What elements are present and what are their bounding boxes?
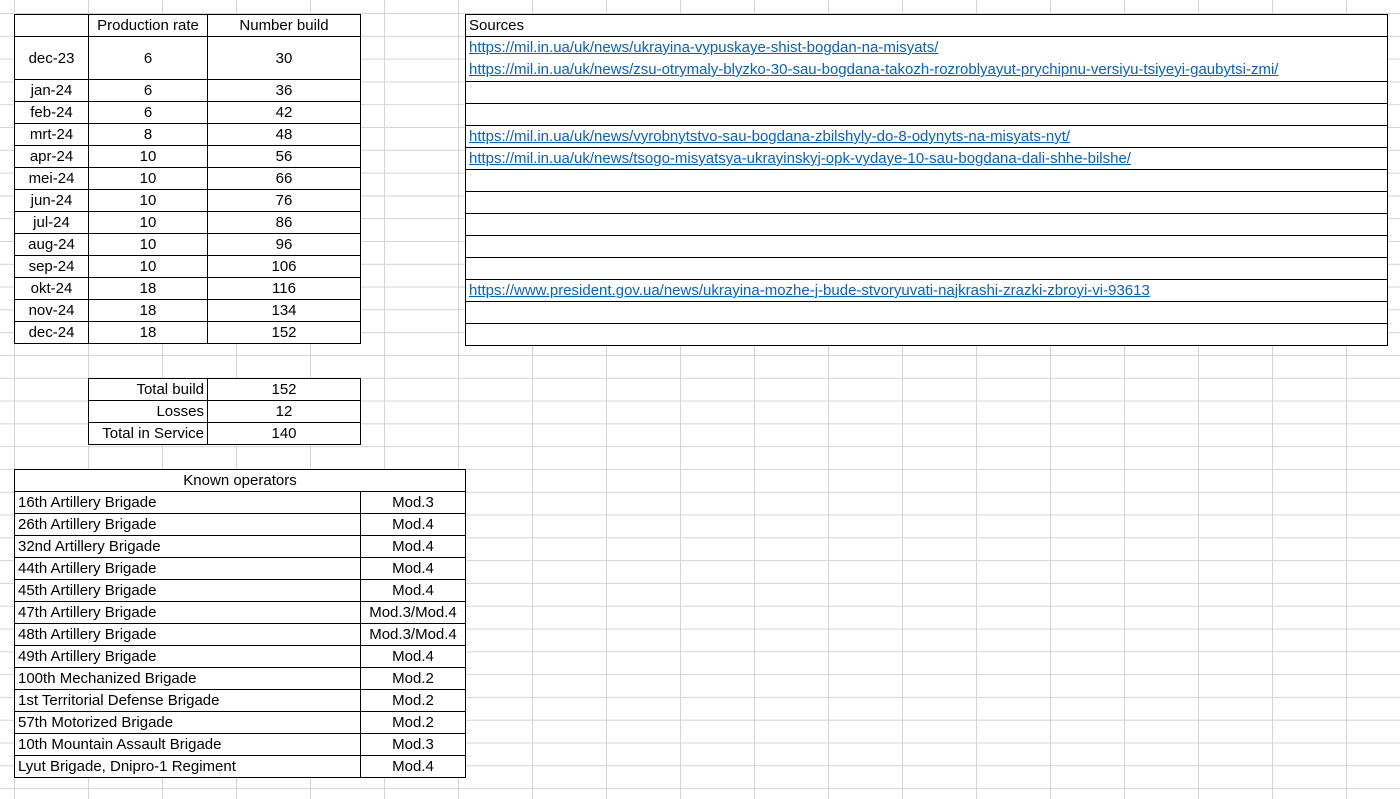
total-in-service-label[interactable]: Total in Service: [89, 423, 208, 445]
source-cell[interactable]: [466, 258, 1388, 280]
rate-cell[interactable]: 10: [89, 234, 208, 256]
table-row: [89, 423, 361, 445]
table-row: [15, 190, 361, 212]
table-row: [15, 492, 466, 514]
source-cell[interactable]: [466, 148, 1388, 170]
source-link[interactable]: https://mil.in.ua/uk/news/vyrobnytstvo-sau-bogdana-zbilshyly-do-8-odynyts-na-misyats-nyt/: [469, 128, 1071, 145]
table-row: [15, 580, 466, 602]
totals-table: [88, 378, 361, 445]
unit-cell[interactable]: 26th Artillery Brigade: [15, 514, 361, 536]
unit-cell[interactable]: 47th Artillery Brigade: [15, 602, 361, 624]
operators-header-row: [15, 470, 466, 492]
rate-cell[interactable]: 18: [89, 278, 208, 300]
model-cell[interactable]: Mod.2: [361, 668, 466, 690]
month-cell[interactable]: mrt-24: [15, 124, 89, 146]
month-cell[interactable]: jun-24: [15, 190, 89, 212]
built-cell[interactable]: 66: [208, 168, 361, 190]
table-row: [15, 756, 466, 778]
source-cell[interactable]: [466, 192, 1388, 214]
unit-cell[interactable]: 16th Artillery Brigade: [15, 492, 361, 514]
month-cell[interactable]: dec-24: [15, 322, 89, 344]
model-cell[interactable]: Mod.3: [361, 492, 466, 514]
source-cell[interactable]: [466, 280, 1388, 302]
model-cell[interactable]: Mod.4: [361, 514, 466, 536]
production-table: [14, 14, 361, 344]
table-row: [89, 379, 361, 401]
model-cell[interactable]: Mod.3/Mod.4: [361, 624, 466, 646]
total-build-value[interactable]: 152: [208, 379, 361, 401]
sources-header-row: [466, 15, 1388, 37]
month-cell[interactable]: jul-24: [15, 212, 89, 234]
table-row: [15, 734, 466, 756]
source-cell[interactable]: [466, 126, 1388, 148]
sources-table: [465, 14, 1388, 346]
unit-cell[interactable]: 57th Motorized Brigade: [15, 712, 361, 734]
table-row: [15, 37, 361, 80]
unit-cell[interactable]: 49th Artillery Brigade: [15, 646, 361, 668]
table-row: [15, 124, 361, 146]
source-cell[interactable]: [466, 324, 1388, 346]
month-cell[interactable]: feb-24: [15, 102, 89, 124]
cell[interactable]: [15, 15, 89, 37]
model-cell[interactable]: Mod.4: [361, 536, 466, 558]
production-header-row: [15, 15, 361, 37]
rate-cell[interactable]: 6: [89, 102, 208, 124]
table-row: [15, 668, 466, 690]
table-row: [15, 146, 361, 168]
built-cell[interactable]: 76: [208, 190, 361, 212]
source-cell[interactable]: [466, 170, 1388, 192]
table-row: [466, 170, 1388, 192]
built-cell[interactable]: 116: [208, 278, 361, 300]
built-cell[interactable]: 106: [208, 256, 361, 278]
month-cell[interactable]: sep-24: [15, 256, 89, 278]
model-cell[interactable]: Mod.4: [361, 580, 466, 602]
losses-value[interactable]: 12: [208, 401, 361, 423]
unit-cell[interactable]: 1st Territorial Defense Brigade: [15, 690, 361, 712]
built-cell[interactable]: 36: [208, 80, 361, 102]
table-row: [466, 192, 1388, 214]
table-row: [15, 278, 361, 300]
built-cell[interactable]: 86: [208, 212, 361, 234]
built-cell[interactable]: 152: [208, 322, 361, 344]
number-build-header[interactable]: Number build: [208, 15, 361, 37]
rate-cell[interactable]: 10: [89, 168, 208, 190]
table-row: [89, 401, 361, 423]
unit-cell[interactable]: 10th Mountain Assault Brigade: [15, 734, 361, 756]
table-row: [15, 212, 361, 234]
table-row: [15, 102, 361, 124]
source-cell[interactable]: [466, 82, 1388, 104]
source-link[interactable]: https://mil.in.ua/uk/news/tsogo-misyatsya-ukrayinskyj-opk-vydaye-10-sau-bogdana-dali-shhe-bilshe/: [469, 150, 1131, 167]
rate-cell[interactable]: 18: [89, 300, 208, 322]
table-row: [466, 214, 1388, 236]
month-cell[interactable]: dec-23: [15, 37, 89, 80]
month-cell[interactable]: jan-24: [15, 80, 89, 102]
built-cell[interactable]: 30: [208, 37, 361, 80]
table-row: [15, 712, 466, 734]
built-cell[interactable]: 42: [208, 102, 361, 124]
model-cell[interactable]: Mod.4: [361, 558, 466, 580]
production-rate-header[interactable]: Production rate: [89, 15, 208, 37]
table-row: [466, 236, 1388, 258]
known-operators-header[interactable]: Known operators: [15, 470, 466, 492]
table-row: [15, 322, 361, 344]
model-cell[interactable]: Mod.3: [361, 734, 466, 756]
total-build-label[interactable]: Total build: [89, 379, 208, 401]
source-cell[interactable]: [466, 37, 1388, 82]
table-row: [15, 602, 466, 624]
table-row: [15, 624, 466, 646]
table-row: [15, 514, 466, 536]
operators-table: [14, 469, 466, 778]
source-cell[interactable]: [466, 236, 1388, 258]
month-cell[interactable]: aug-24: [15, 234, 89, 256]
unit-cell[interactable]: 100th Mechanized Brigade: [15, 668, 361, 690]
built-cell[interactable]: 96: [208, 234, 361, 256]
unit-cell[interactable]: 48th Artillery Brigade: [15, 624, 361, 646]
unit-cell[interactable]: 45th Artillery Brigade: [15, 580, 361, 602]
table-row: [466, 302, 1388, 324]
table-row: [15, 690, 466, 712]
built-cell[interactable]: 48: [208, 124, 361, 146]
table-row: [15, 646, 466, 668]
source-cell[interactable]: [466, 214, 1388, 236]
source-link[interactable]: https://www.president.gov.ua/news/ukrayina-mozhe-j-bude-stvoryuvati-najkrashi-zrazki-zbroyi-vi-93613: [469, 282, 1150, 299]
rate-cell[interactable]: 10: [89, 190, 208, 212]
table-row: [15, 558, 466, 580]
table-row: [466, 82, 1388, 104]
month-cell[interactable]: apr-24: [15, 146, 89, 168]
rate-cell[interactable]: 6: [89, 37, 208, 80]
month-cell[interactable]: nov-24: [15, 300, 89, 322]
source-cell[interactable]: [466, 302, 1388, 324]
unit-cell[interactable]: Lyut Brigade, Dnipro-1 Regiment: [15, 756, 361, 778]
month-cell[interactable]: okt-24: [15, 278, 89, 300]
rate-cell[interactable]: 10: [89, 256, 208, 278]
rate-cell[interactable]: 10: [89, 212, 208, 234]
unit-cell[interactable]: 32nd Artillery Brigade: [15, 536, 361, 558]
table-row: [15, 536, 466, 558]
table-row: [466, 126, 1388, 148]
source-link[interactable]: https://mil.in.ua/uk/news/zsu-otrymaly-blyzko-30-sau-bogdana-takozh-rozroblyayut-prychipnu-versiyu-tsiyeyi-gaubytsi-zmi/: [469, 61, 1279, 78]
total-in-service-value[interactable]: 140: [208, 423, 361, 445]
rate-cell[interactable]: 8: [89, 124, 208, 146]
model-cell[interactable]: Mod.3/Mod.4: [361, 602, 466, 624]
built-cell[interactable]: 134: [208, 300, 361, 322]
table-row: [15, 234, 361, 256]
built-cell[interactable]: 56: [208, 146, 361, 168]
model-cell[interactable]: Mod.4: [361, 756, 466, 778]
losses-label[interactable]: Losses: [89, 401, 208, 423]
table-row: [466, 104, 1388, 126]
table-row: [466, 258, 1388, 280]
model-cell[interactable]: Mod.4: [361, 646, 466, 668]
table-row: [15, 256, 361, 278]
model-cell[interactable]: Mod.2: [361, 712, 466, 734]
source-cell[interactable]: [466, 104, 1388, 126]
table-row: [15, 168, 361, 190]
table-row: [466, 280, 1388, 302]
table-row: [15, 300, 361, 322]
rate-cell[interactable]: 6: [89, 80, 208, 102]
source-link[interactable]: https://mil.in.ua/uk/news/ukrayina-vypuskaye-shist-bogdan-na-misyats/: [469, 39, 939, 56]
sources-header[interactable]: Sources: [466, 15, 1388, 37]
rate-cell[interactable]: 18: [89, 322, 208, 344]
unit-cell[interactable]: 44th Artillery Brigade: [15, 558, 361, 580]
table-row: [466, 324, 1388, 346]
table-row: [466, 37, 1388, 82]
table-row: [466, 148, 1388, 170]
table-row: [15, 80, 361, 102]
model-cell[interactable]: Mod.2: [361, 690, 466, 712]
rate-cell[interactable]: 10: [89, 146, 208, 168]
month-cell[interactable]: mei-24: [15, 168, 89, 190]
